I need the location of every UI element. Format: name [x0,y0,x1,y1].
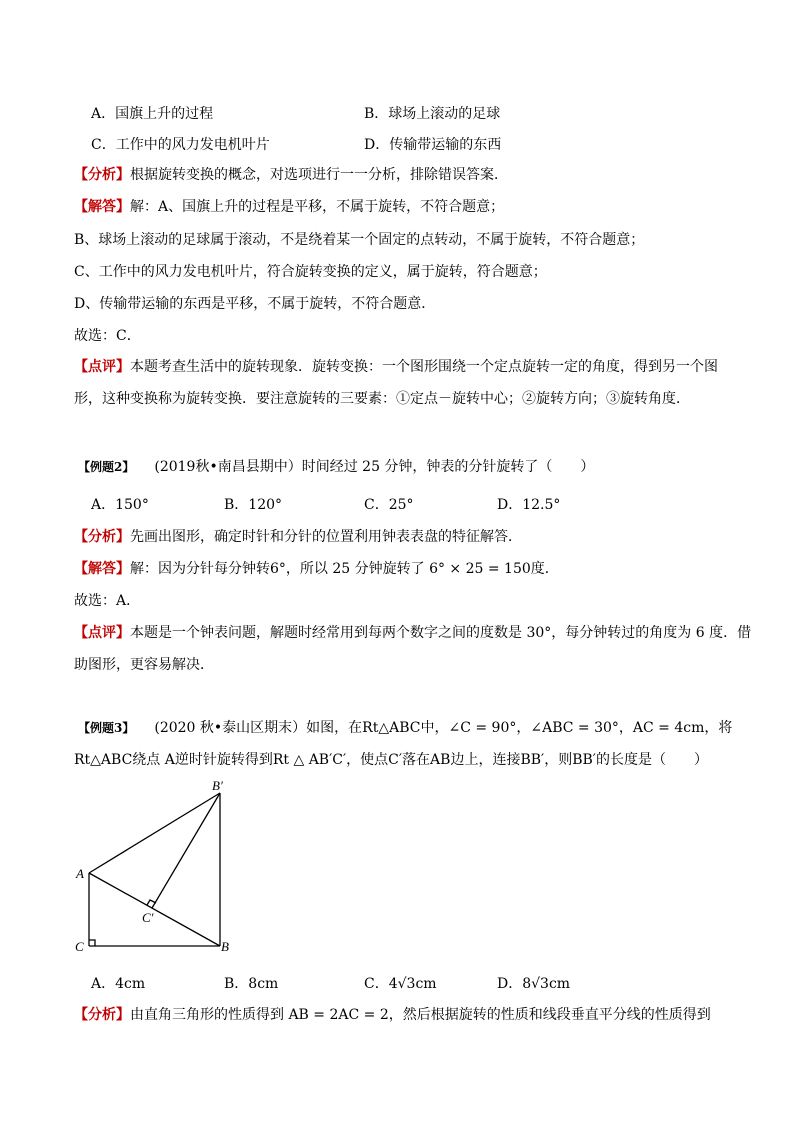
q2-option-d: D．12.5° [497,497,561,513]
q3-analysis [74,1004,711,1024]
q3-stem-line-1: (2020 秋•泰山区期末）如图，在Rt△ABC中，∠C = 90°，∠ABC = 30°，AC = 4cm，将 [154,720,733,736]
label-b-prime: B′ [212,778,223,793]
example-label: 【例题2】 [78,460,135,474]
label-a: A [76,866,84,881]
q2-answer: 故选：A． [74,593,141,609]
q2-stem: (2019秋•南昌县期中）时间经过 25 分钟，钟表的分针旋转了（ ） [154,459,595,475]
right-angle-mark-c [89,940,95,946]
solution-text: 解：因为分针每分钟转6°，所以 25 分钟旋转了 6° × 25 = 150度． [130,561,559,577]
analysis-text: 先画出图形，确定时针和分针的位置利用钟表表盘的特征解答． [130,529,522,545]
q3-option-a: A．4cm [91,976,146,992]
q1-option-d: D．传输带运输的东西 [364,137,502,153]
q1-comment-line-2: 形，这种变换称为旋转变换．要注意旋转的三要素：①定点－旋转中心；②旋转方向；③旋转角度． [74,391,690,407]
q1-option-b: B．球场上滚动的足球 [364,106,501,122]
segment-ab-prime [89,793,220,873]
q1-solution-line-3: C、工作中的风力发电机叶片，符合旋转变换的定义，属于旋转，符合题意； [74,264,547,280]
comment-text: 本题是一个钟表问题，解题时经常用到每两个数字之间的度数是 30°，每分钟转过的角度为 6 度．借 [130,625,752,641]
label-c: C [75,939,84,954]
q3-option-d: D．8√3cm [497,976,571,992]
solution-tag: 【解答】 [74,199,130,215]
label-c-prime: C′ [142,910,154,925]
analysis-tag: 【分析】 [74,167,130,183]
segment-b-prime-c-prime [152,793,220,908]
q3-stem-line-2: Rt△ABC绕点 A逆时针旋转得到Rt △ AB′C′，使点C′落在AB边上，连接BB′，则BB′的长度是（ ） [74,752,708,768]
q1-option-a: A．国旗上升的过程 [91,106,214,122]
q2-option-a: A．150° [91,497,149,513]
q3-option-c: C．4√3cm [364,976,437,992]
q3-option-b: B．8cm [224,976,279,992]
comment-text: 本题考查生活中的旋转现象．旋转变换：一个图形围绕一个定点旋转一定的角度，得到另一个图 [130,359,718,375]
solution-text: 解：A、国旗上升的过程是平移，不属于旋转，不符合题意； [130,199,505,215]
analysis-text: 根据旋转变换的概念，对选项进行一一分析，排除错误答案． [130,167,508,183]
solution-tag: 【解答】 [74,561,130,577]
segment-ab [89,873,220,946]
q1-option-c: C．工作中的风力发电机叶片 [91,137,270,153]
q2-option-c: C．25° [364,497,414,513]
analysis-tag: 【分析】 [74,1007,130,1023]
analysis-tag: 【分析】 [74,529,130,545]
example-label: 【例题3】 [78,721,135,735]
comment-tag: 【点评】 [74,359,130,375]
analysis-text: 由直角三角形的性质得到 AB = 2AC = 2，然后根据旋转的性质和线段垂直平分线的性质得到 [130,1007,711,1023]
q2-comment-line-2: 助图形，更容易解决． [74,657,214,673]
label-b: B [221,939,229,954]
q1-solution-line-4: D、传输带运输的东西是平移，不属于旋转，不符合题意． [74,296,436,312]
comment-tag: 【点评】 [74,625,130,641]
q1-answer: 故选：C． [74,328,141,344]
q1-solution-line-2: B、球场上滚动的足球属于滚动，不是绕着某一个固定的点转动，不属于旋转，不符合题意； [74,232,645,248]
q2-option-b: B．120° [224,497,283,513]
